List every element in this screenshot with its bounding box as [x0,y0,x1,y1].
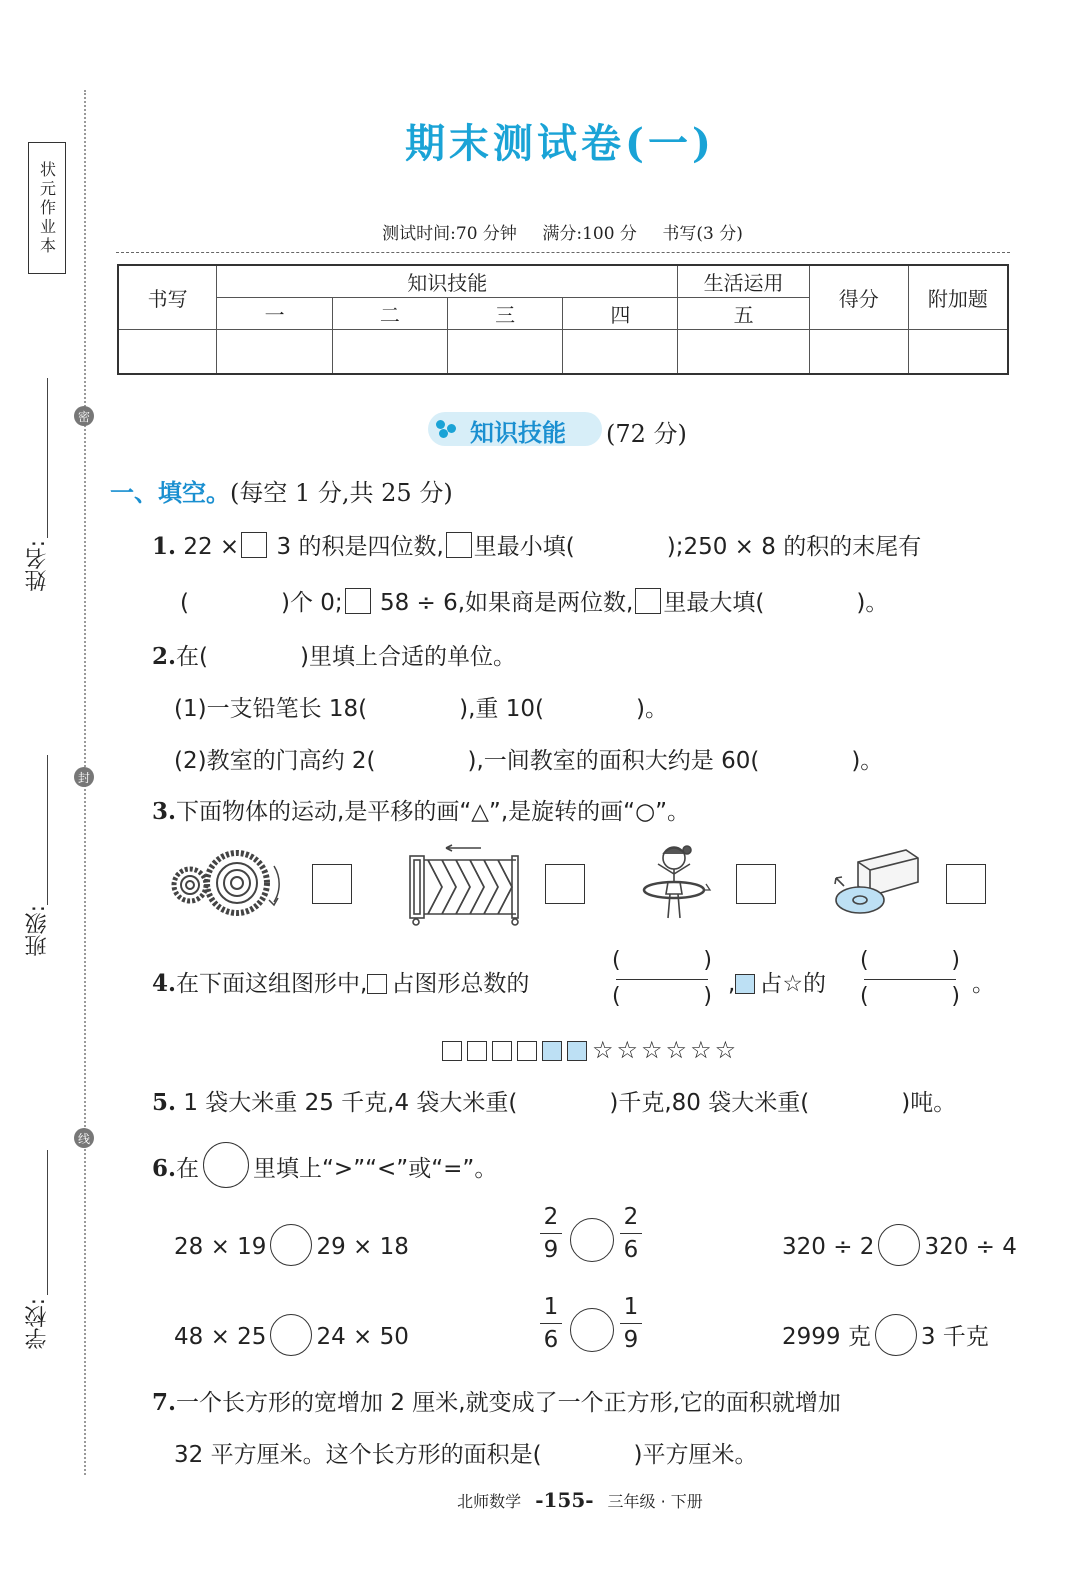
q6-r2-left3: 2999 克 [782,1324,871,1350]
cell-extra[interactable] [908,329,1008,374]
cell-writing[interactable] [118,329,217,374]
sliding-gate-icon [406,842,522,926]
cell-score[interactable] [809,329,908,374]
star-icon: ☆ [782,971,803,997]
q4-text-d: 占 [759,971,783,997]
q6-r2-circle-2[interactable] [570,1308,614,1352]
section-points: (72 分) [606,420,687,448]
q6-r1-left: 28 × 19 [174,1234,267,1260]
frac-den: 9 [543,1237,559,1263]
q1-number: 1. [152,533,177,560]
q4-end: 。 [972,971,995,997]
q6-stem [152,1142,497,1188]
q7-text-1: 一个长方形的宽增加 2 厘米,就变成了一个正方形,它的面积就增加 [176,1390,841,1416]
q4-f1-numer-open: ( [612,948,621,973]
q6-r1-item3 [782,1224,1017,1266]
part1-heading [110,473,453,508]
q6-r2-left: 48 × 25 [174,1324,267,1350]
name-label: 姓名: [25,540,50,592]
q4-stem-b [728,965,826,998]
q4-f1-denom-open: ( [612,984,621,1009]
part1-note: (每空 1 分,共 25 分) [230,479,453,507]
q1-line1 [152,528,921,561]
col-part-3: 三 [447,297,563,329]
q4-text-e: 的 [802,971,826,997]
q4-f1-denom-close: ) [703,984,712,1009]
cell-part-2[interactable] [333,329,448,374]
q7-number: 7. [152,1389,177,1416]
q4-f2-numer-open: ( [860,948,869,973]
star-icon: ☆ [616,1036,640,1064]
col-part-4: 四 [563,297,678,329]
bubbles-icon [436,420,458,438]
frac-num: 1 [623,1294,639,1320]
school-label: 学校: [25,1298,50,1350]
q6-r2-circle-1[interactable] [270,1314,312,1356]
writing-score: 书写(3 分) [662,224,743,244]
q3-number: 3. [152,798,177,825]
q2-text: 在( )里填上合适的单位。 [176,644,516,670]
q6-r2-item3 [782,1314,989,1356]
white-square [517,1041,537,1061]
q3-text: 下面物体的运动,是平移的画“△”,是旋转的画“○”。 [176,799,691,825]
blue-square [567,1041,587,1061]
frac-num: 1 [543,1294,559,1320]
col-writing: 书写 [118,265,217,329]
cell-part-1[interactable] [217,329,333,374]
q2-number: 2. [152,643,177,670]
cd-drive-icon [830,846,922,920]
white-square-icon [367,974,387,994]
q1-digit-box-2[interactable] [345,588,371,614]
q2-sub1: (1)一支铅笔长 18( ),重 10( )。 [174,696,668,722]
q1-box-ref-1 [446,532,472,558]
q5-stem [152,1084,956,1117]
col-knowledge: 知识技能 [217,265,678,297]
hula-hoop-girl-icon [636,842,716,924]
col-extra: 附加题 [908,265,1008,329]
q6-number: 6. [152,1155,177,1182]
q5-number: 5. [152,1089,177,1116]
q6-r1-frac-left [540,1204,562,1263]
section-banner [428,412,602,446]
footer-subject: 北师数学 [457,1492,522,1511]
star-icon: ☆ [665,1036,689,1064]
col-life: 生活运用 [678,265,810,297]
q1-text-a: 22 × [176,534,240,560]
white-square [442,1041,462,1061]
q6-r2-right3: 3 千克 [920,1324,989,1350]
q1-text-f: 里最大填( )。 [663,590,889,616]
name-write-line[interactable] [47,378,48,538]
q4-f1-numer-close: ) [703,948,712,973]
q4-number: 4. [152,970,177,997]
q1-text-d: ( )个 0; [180,590,343,616]
q4-f2-denom-open: ( [860,984,869,1009]
col-part-5: 五 [678,297,810,329]
star-icon: ☆ [714,1036,738,1064]
q4-stem-a [152,965,529,998]
q3-answer-box-3[interactable] [736,864,776,904]
col-score: 得分 [809,265,908,329]
seal-mark-feng: 封 [74,767,94,787]
q2-stem [152,638,516,671]
blue-square [542,1041,562,1061]
score-table [117,264,1009,375]
page-number: -155- [535,1488,594,1512]
q6-r1-frac-right [620,1204,642,1263]
brand-label: 状元作业本 [37,160,57,256]
q5-text: 1 袋大米重 25 千克,4 袋大米重( )千克,80 袋大米重( )吨。 [176,1090,957,1116]
q6-text-a: 在 [176,1156,200,1182]
frac-den: 6 [543,1327,559,1353]
q6-text-b: 里填上“>”“<”或“=”。 [253,1156,498,1182]
cell-part-3[interactable] [447,329,563,374]
white-square [492,1041,512,1061]
q6-r1-right: 29 × 18 [316,1234,409,1260]
frac-num: 2 [623,1204,639,1230]
cell-part-4[interactable] [563,329,678,374]
part1-title: 一、填空。 [110,479,230,507]
star-icon: ☆ [592,1036,615,1064]
cell-part-5[interactable] [678,329,810,374]
section-name: 知识技能 [470,419,566,447]
white-square [467,1041,487,1061]
footer-grade: 三年级 · 下册 [607,1492,703,1511]
q3-answer-box-2[interactable] [545,864,585,904]
seal-mark-mi: 密 [74,406,94,426]
frac-den: 9 [623,1327,639,1353]
q7-line2: 32 平方厘米。这个长方形的面积是( )平方厘米。 [174,1442,758,1468]
q6-r1-right3: 320 ÷ 4 [924,1234,1017,1260]
blue-square-icon [735,974,755,994]
q6-r1-circle-2[interactable] [570,1218,614,1262]
header-divider [116,252,1010,253]
col-part-1: 一 [217,297,333,329]
q4-f2-numer-close: ) [951,948,960,973]
q3-stem [152,793,690,826]
page-footer [0,1488,1080,1512]
frac-den: 6 [623,1237,639,1263]
q4-shape-row [442,1036,739,1064]
col-part-2: 二 [333,297,448,329]
test-meta [0,219,1080,244]
q6-r2-right: 24 × 50 [316,1324,409,1350]
class-write-line[interactable] [47,755,48,905]
q4-text-a: 在下面这组图形中, [176,971,368,997]
q2-sub2: (2)教室的门高约 2( ),一间教室的面积大约是 60( )。 [174,748,884,774]
seal-mark-xian: 线 [74,1128,94,1148]
q6-r2-frac-right [620,1294,642,1353]
q6-circle-example [203,1142,249,1188]
q1-text-e: 58 ÷ 6,如果商是两位数, [372,590,634,616]
q1-line2 [180,584,888,617]
q4-f2-denom-close: ) [951,984,960,1009]
q1-digit-box-1[interactable] [241,532,267,558]
q6-r1-circle-3[interactable] [878,1224,920,1266]
page-title: 期末测试卷(一) [405,120,715,167]
q6-r1-left3: 320 ÷ 2 [782,1234,875,1260]
q7-line1 [152,1384,841,1417]
q6-r1-circle-1[interactable] [270,1224,312,1266]
q3-answer-box-1[interactable] [312,864,352,904]
q4-text-c: , [728,971,736,997]
frac-num: 2 [543,1204,559,1230]
q1-text-b: 3 的积是四位数, [269,534,444,560]
q3-answer-box-4[interactable] [946,864,986,904]
star-icon: ☆ [641,1036,664,1064]
q4-answer-fraction-1[interactable] [612,948,712,1012]
q6-r2-item1 [174,1314,409,1356]
q6-r2-frac-left [540,1294,562,1353]
class-label: 班级: [25,905,50,957]
gears-icon [170,848,288,918]
full-score: 满分:100 分 [542,224,637,244]
test-time: 测试时间:70 分钟 [382,224,517,244]
q6-r2-circle-3[interactable] [875,1314,917,1356]
q4-answer-fraction-2[interactable] [860,948,960,1012]
star-icon: ☆ [690,1036,713,1064]
q1-text-c: 里最小填( );250 × 8 的积的末尾有 [473,534,922,560]
q4-text-b: 占图形总数的 [391,971,530,997]
school-write-line[interactable] [47,1150,48,1295]
q1-box-ref-2 [635,588,661,614]
q6-r1-item1 [174,1224,409,1266]
